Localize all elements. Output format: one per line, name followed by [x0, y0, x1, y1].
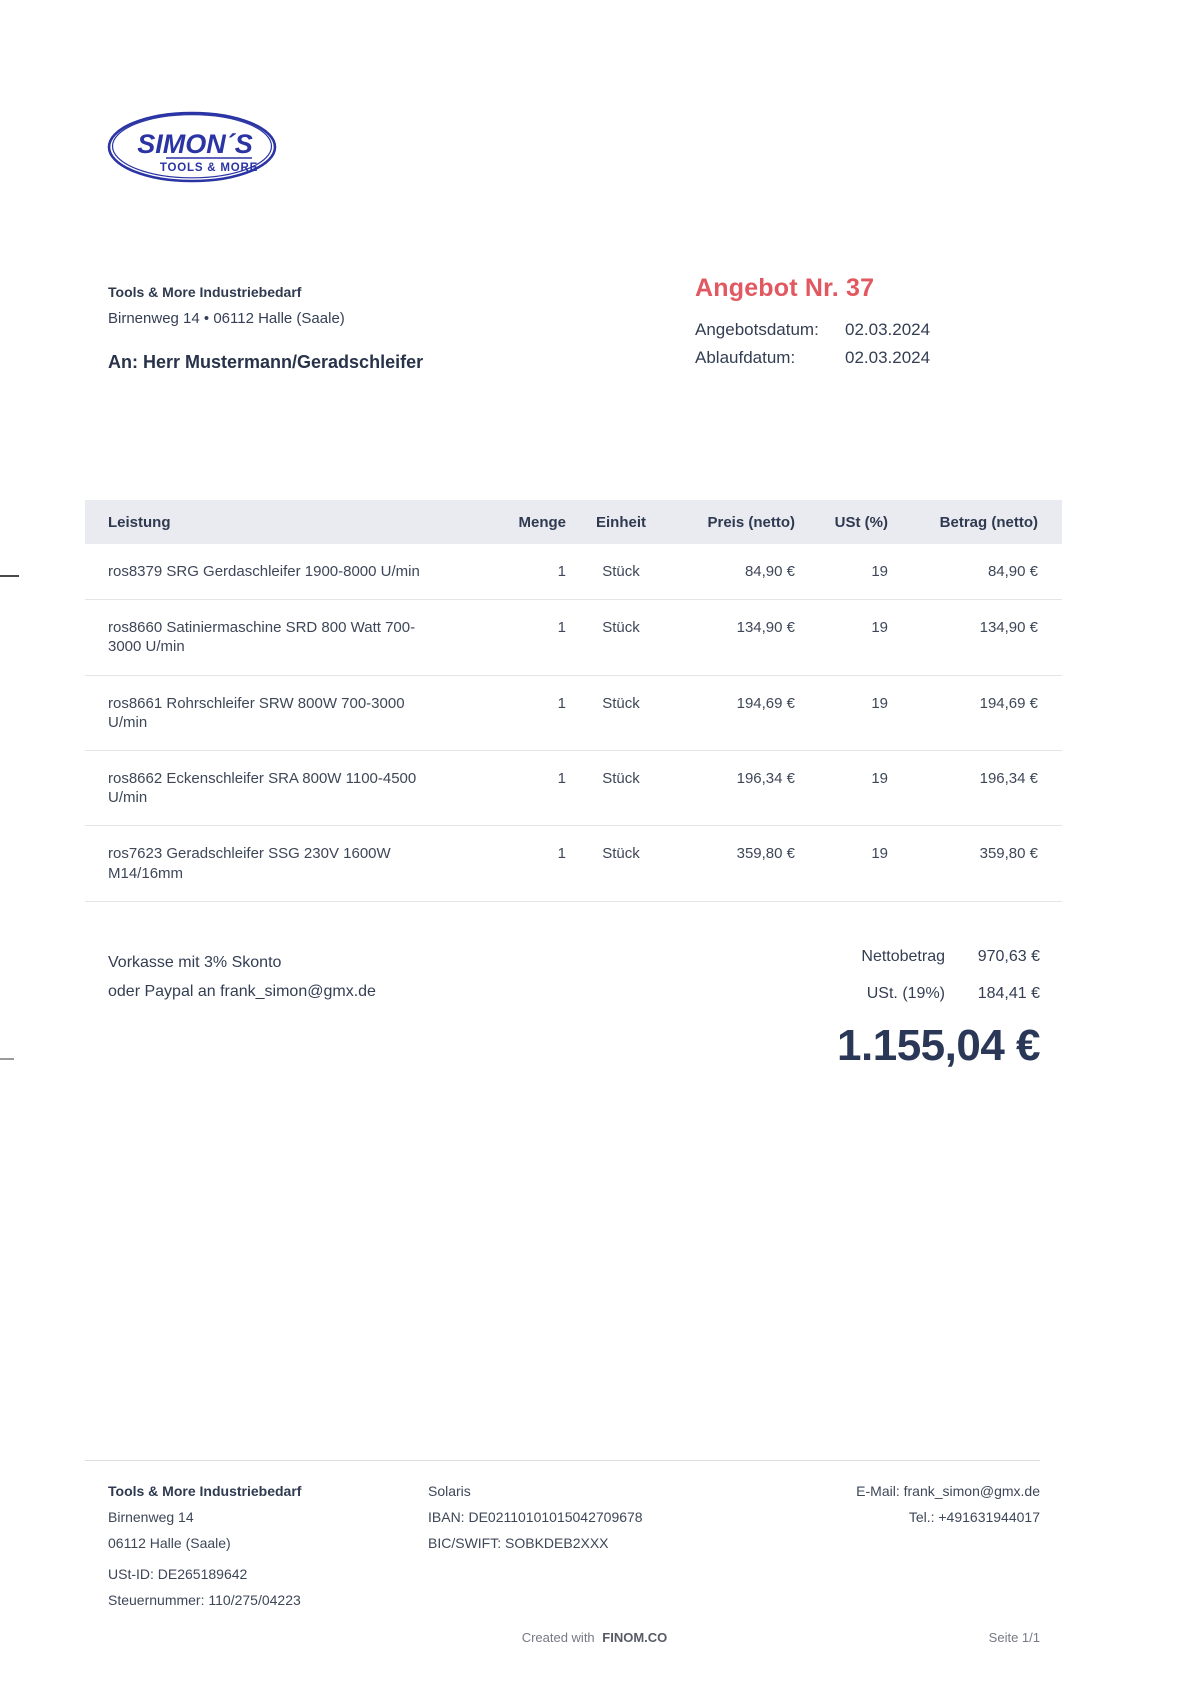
- cell-vat: 19: [871, 769, 888, 787]
- fold-mark-top: [0, 575, 19, 577]
- vat-total-label: USt. (19%): [866, 985, 945, 1002]
- net-total-row: [837, 946, 1040, 967]
- offer-dates: [695, 320, 930, 368]
- payment-note: [108, 948, 376, 1006]
- table-row: [85, 544, 1062, 600]
- cell-qty: 1: [557, 694, 566, 712]
- net-total-value: 970,63 €: [977, 948, 1040, 965]
- cell-unit: Stück: [602, 619, 640, 637]
- cell-qty: 1: [557, 563, 566, 580]
- table-row: [85, 751, 1062, 826]
- cell-price: 359,80 €: [736, 845, 795, 863]
- cell-service: ros8379 SRG Gerdaschleifer 1900-8000 U/min: [108, 563, 420, 580]
- cell-vat: 19: [871, 619, 888, 637]
- cell-amount: 134,90 €: [979, 619, 1038, 637]
- created-with-prefix: Created with: [521, 1630, 595, 1645]
- footer-vat-id: USt-ID: DE265189642: [108, 1566, 248, 1582]
- offer-expiry-label: Ablaufdatum:: [695, 348, 796, 367]
- header-einheit: Einheit: [595, 513, 646, 531]
- table-row: [85, 600, 1062, 675]
- vat-total-row: [837, 983, 1040, 1004]
- cell-unit: Stück: [602, 769, 640, 787]
- header-betrag-netto: Betrag (netto): [939, 513, 1038, 531]
- cell-vat: 19: [871, 694, 888, 712]
- grand-total: 1.155,04 €: [837, 1021, 1040, 1070]
- offer-expiry-value: 02.03.2024: [845, 348, 931, 367]
- footer-bank-block: [428, 1478, 643, 1556]
- cell-service: ros8661 Rohrschleifer SRW 800W 700-3000 U/min: [108, 694, 405, 731]
- cell-service: ros8660 Satiniermaschine SRD 800 Watt 700-3000 U/min: [108, 619, 416, 656]
- cell-unit: Stück: [602, 845, 640, 863]
- header-preis-netto: Preis (netto): [707, 513, 795, 531]
- cell-amount: 359,80 €: [979, 845, 1038, 863]
- footer-tax-number: Steuernummer: 110/275/04223: [108, 1592, 301, 1608]
- cell-service: ros7623 Geradschleifer SSG 230V 1600W M14/16mm: [108, 845, 391, 882]
- table-row: [85, 826, 1062, 901]
- cell-amount: 194,69 €: [979, 694, 1038, 712]
- cell-unit: Stück: [602, 694, 640, 712]
- cell-amount: 196,34 €: [979, 769, 1038, 787]
- cell-amount: 84,90 €: [987, 563, 1038, 580]
- logo-name-text: SIMON´S: [137, 129, 253, 159]
- footer-divider: [85, 1460, 1040, 1461]
- cell-qty: 1: [557, 769, 566, 787]
- payment-note-line-2: oder Paypal an frank_simon@gmx.de: [108, 983, 376, 1000]
- header-leistung: Leistung: [108, 513, 171, 531]
- totals-block: [837, 946, 1040, 1071]
- footer-email: E-Mail: frank_simon@gmx.de: [856, 1483, 1040, 1499]
- footer-company-block: [108, 1478, 301, 1613]
- logo-ellipse-icon: [106, 110, 278, 184]
- recipient-line: An: Herr Mustermann/Geradschleifer: [108, 352, 424, 372]
- sender-address: Birnenweg 14 • 06112 Halle (Saale): [108, 310, 345, 327]
- table-header-row: [85, 500, 1062, 544]
- cell-service: ros8662 Eckenschleifer SRA 800W 1100-4500 U/min: [108, 769, 417, 807]
- logo-tagline-text: TOOLS & MORE: [159, 162, 259, 174]
- table-row: [85, 676, 1062, 751]
- fold-mark-middle: [0, 1058, 14, 1060]
- cell-qty: 1: [557, 619, 566, 637]
- footer-company-city: 06112 Halle (Saale): [108, 1535, 231, 1551]
- header-menge: Menge: [518, 513, 566, 531]
- footer-company-street: Birnenweg 14: [108, 1509, 194, 1525]
- offer-title: Angebot Nr. 37: [695, 274, 875, 302]
- offer-header: [695, 274, 930, 376]
- cell-price: 194,69 €: [736, 694, 795, 712]
- cell-price: 196,34 €: [736, 769, 795, 787]
- footer-bic: BIC/SWIFT: SOBKDEB2XXX: [428, 1535, 609, 1551]
- footer-bank-name: Solaris: [428, 1483, 471, 1499]
- cell-unit: Stück: [602, 563, 640, 580]
- header-ust: USt (%): [834, 513, 888, 531]
- offer-expiry-row: [695, 348, 930, 368]
- cell-qty: 1: [557, 845, 566, 863]
- footer-company-name: Tools & More Industriebedarf: [108, 1483, 302, 1499]
- company-logo: [106, 110, 278, 189]
- created-with-brand: FINOM.CO: [602, 1630, 668, 1645]
- footer-iban: IBAN: DE02110101015042709678: [428, 1509, 643, 1525]
- footer-contact-block: [856, 1478, 1040, 1530]
- offer-date-label: Angebotsdatum:: [695, 320, 819, 339]
- cell-vat: 19: [871, 845, 888, 863]
- cell-price: 84,90 €: [744, 563, 795, 580]
- vat-total-value: 184,41 €: [977, 985, 1040, 1002]
- sender-block: [108, 284, 423, 373]
- net-total-label: Nettobetrag: [861, 948, 945, 965]
- cell-price: 134,90 €: [736, 619, 795, 637]
- payment-note-line-1: Vorkasse mit 3% Skonto: [108, 954, 282, 971]
- footer-phone: Tel.: +491631944017: [908, 1509, 1040, 1525]
- offer-date-row: [695, 320, 930, 340]
- sender-company: Tools & More Industriebedarf: [108, 284, 302, 300]
- offer-date-value: 02.03.2024: [845, 320, 931, 339]
- cell-vat: 19: [871, 563, 888, 580]
- page-number: Seite 1/1: [988, 1630, 1040, 1645]
- items-table: [85, 500, 1062, 902]
